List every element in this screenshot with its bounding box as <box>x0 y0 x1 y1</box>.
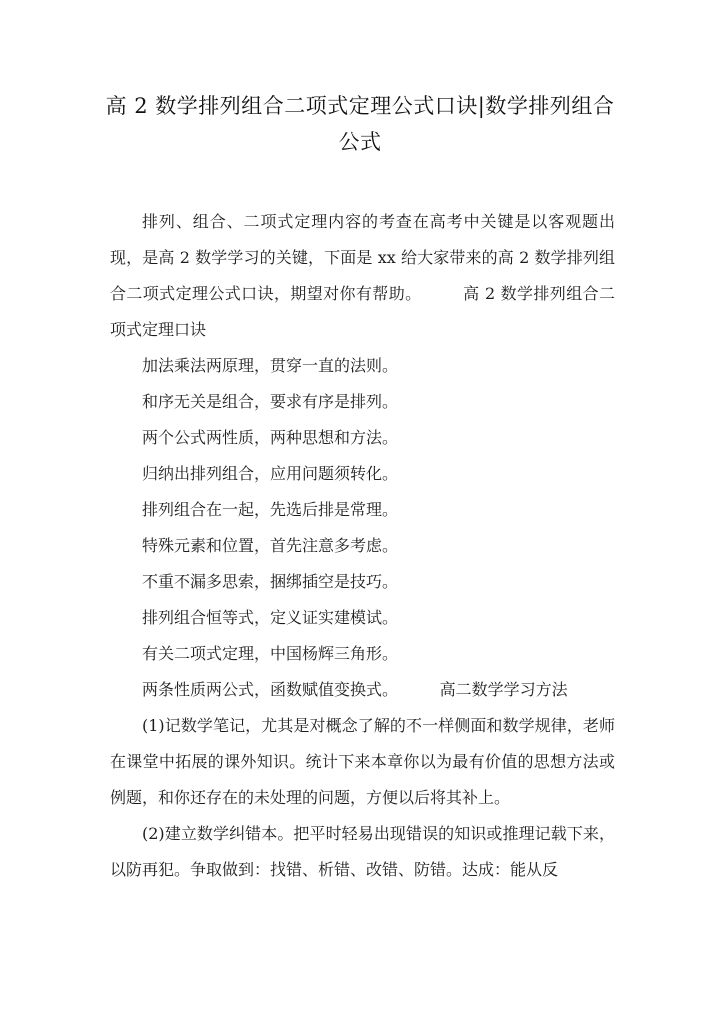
verse-line: 加法乘法两原理，贯穿一直的法则。 <box>142 356 399 375</box>
verse-line: 归纳出排列组合，应用问题须转化。 <box>142 464 399 483</box>
verse-text: 两条性质两公式，函数赋值变换式。 <box>142 680 399 699</box>
section-heading-formula-rhymes: 高 2 数学排列组合二项式定理口诀 <box>110 284 615 339</box>
method-paragraph-error-book: (2)建立数学纠错本。把平时轻易出现错误的知识或推理记载下来，以防再犯。争取做到：找错、析错、改错、防错。达成：能从反 <box>110 824 615 879</box>
verse-line: 和序无关是组合，要求有序是排列。 <box>142 392 399 411</box>
method-paragraph-notes: (1)记数学笔记，尤其是对概念了解的不一样侧面和数学规律，老师在课堂中拓展的课外知识。统计下来本章你以为最有价值的思想方法或例题，和你还存在的未处理的问题，方便以后将其补上。 <box>110 716 615 807</box>
intro-paragraph <box>110 204 615 348</box>
verse-line: 排列组合恒等式，定义证实建模试。 <box>142 608 399 627</box>
document-title: 高 2 数学排列组合二项式定理公式口诀|数学排列组合公式 <box>105 94 615 154</box>
section-heading-study-methods: 高二数学学习方法 <box>439 680 568 699</box>
verse-line: 有关二项式定理，中国杨辉三角形。 <box>142 644 399 663</box>
verse-line: 排列组合在一起，先选后排是常理。 <box>142 500 399 519</box>
document-body <box>110 204 615 888</box>
intro-text: 排列、组合、二项式定理内容的考查在高考中关键是以客观题出现，是高 2 数学学习的关键，下面是 xx 给大家带来的高 2 数学排列组合二项式定理公式口诀，期望对你有帮助。 <box>110 212 615 303</box>
verse-line: 特殊元素和位置，首先注意多考虑。 <box>142 536 399 555</box>
verse-line: 两个公式两性质，两种思想和方法。 <box>142 428 399 447</box>
verse-line: 不重不漏多思索，捆绑插空是技巧。 <box>142 572 399 591</box>
verse-line-last <box>110 672 615 708</box>
